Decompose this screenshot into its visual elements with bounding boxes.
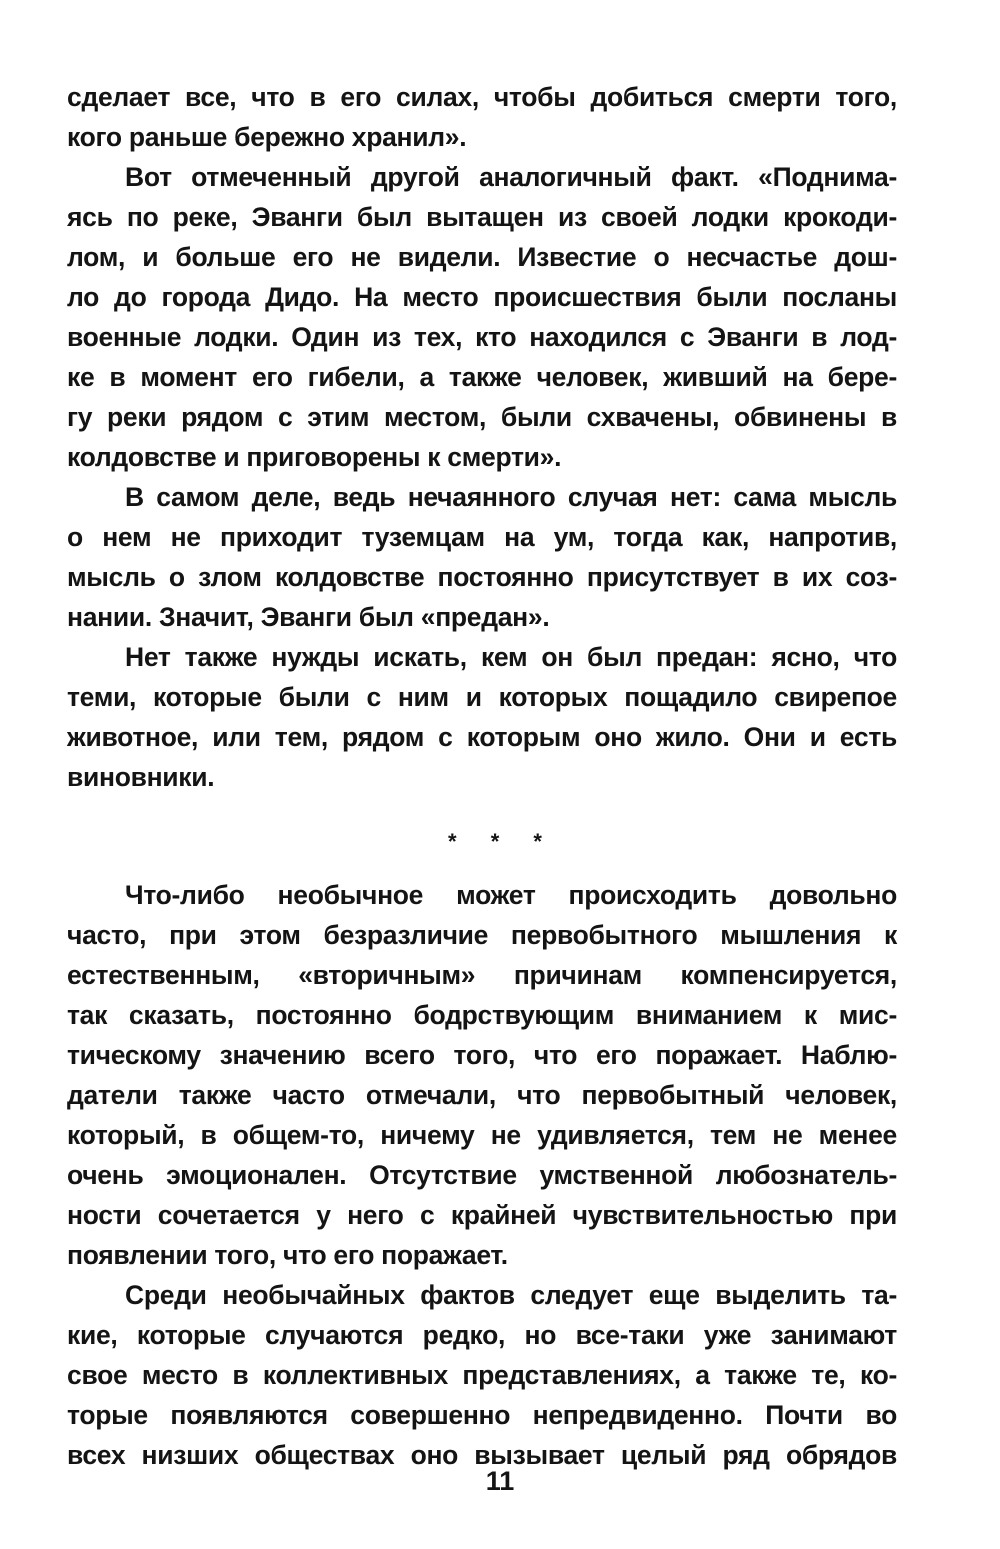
text-line: виновники. [67, 762, 215, 792]
text-line: часто, при этом безразличие первобытного мышления к [67, 920, 897, 950]
text-line: нании. Значит, Эванги был «предан». [67, 602, 550, 632]
paragraph [67, 477, 897, 637]
text-line: ло до города Дидо. На место происшествия были посланы [67, 282, 897, 312]
text-line: торые появляются совершенно непредвиденно. Почти во [67, 1400, 897, 1430]
text-line: тическому значению всего того, что его поражает. Наблю- [67, 1040, 897, 1070]
text-line: всех низших обществах оно вызывает целый ряд обрядов [67, 1440, 897, 1470]
text-line: свое место в коллективных представлениях, а также те, ко- [67, 1360, 897, 1390]
text-line: лом, и больше его не видели. Известие о несчастье дош- [67, 242, 897, 272]
text-line: Вот отмеченный другой аналогичный факт. «Поднима- [125, 162, 897, 192]
text-line: кие, которые случаются редко, но все-таки уже занимают [67, 1320, 897, 1350]
text-line: военные лодки. Один из тех, кто находился с Эванги в лод- [67, 322, 897, 352]
paragraph [67, 157, 897, 477]
text-line: ке в момент его гибели, а также человек, живший на бере- [67, 362, 897, 392]
text-line: гу реки рядом с этим местом, были схвачены, обвинены в [67, 402, 897, 432]
text-line: ясь по реке, Эванги был вытащен из своей лодки крокоди- [67, 202, 897, 232]
text-line: сделает все, что в его силах, чтобы добиться смерти того, [67, 82, 897, 112]
text-line: Нет также нужды искать, кем он был предан: ясно, что [125, 642, 897, 672]
text-line: естественным, «вторичным» причинам компенсируется, [67, 960, 897, 990]
text-line: ности сочетается у него с крайней чувствительностью при [67, 1200, 897, 1230]
text-line: так сказать, постоянно бодрствующим вниманием к мис- [67, 1000, 897, 1030]
page-body-text [67, 77, 897, 1475]
page-number: 11 [485, 1466, 515, 1496]
text-line: о нем не приходит туземцам на ум, тогда как, напротив, [67, 522, 897, 552]
text-line: В самом деле, ведь нечаянного случая нет: сама мысль [125, 482, 897, 512]
text-line: кого раньше бережно хранил». [67, 122, 467, 152]
paragraph [67, 875, 897, 1275]
text-line: появлении того, что его поражает. [67, 1240, 508, 1270]
text-line: колдовстве и приговорены к смерти». [67, 442, 562, 472]
section-separator: * * * [448, 829, 556, 854]
paragraph [67, 1275, 897, 1475]
text-line: датели также часто отмечали, что первобытный человек, [67, 1080, 897, 1110]
text-line: Среди необычайных фактов следует еще выделить та- [125, 1280, 897, 1310]
text-line: Что-либо необычное может происходить довольно [125, 880, 897, 910]
text-line: теми, которые были с ним и которых пощадило свирепое [67, 682, 897, 712]
text-line: который, в общем-то, ничему не удивляется, тем не менее [67, 1120, 897, 1150]
text-line: животное, или тем, рядом с которым оно жило. Они и есть [67, 722, 897, 752]
text-line: мысль о злом колдовстве постоянно присутствует в их соз- [67, 562, 897, 592]
paragraph [67, 637, 897, 797]
text-line: очень эмоционален. Отсутствие умственной любознатель- [67, 1160, 897, 1190]
paragraph [67, 77, 897, 157]
